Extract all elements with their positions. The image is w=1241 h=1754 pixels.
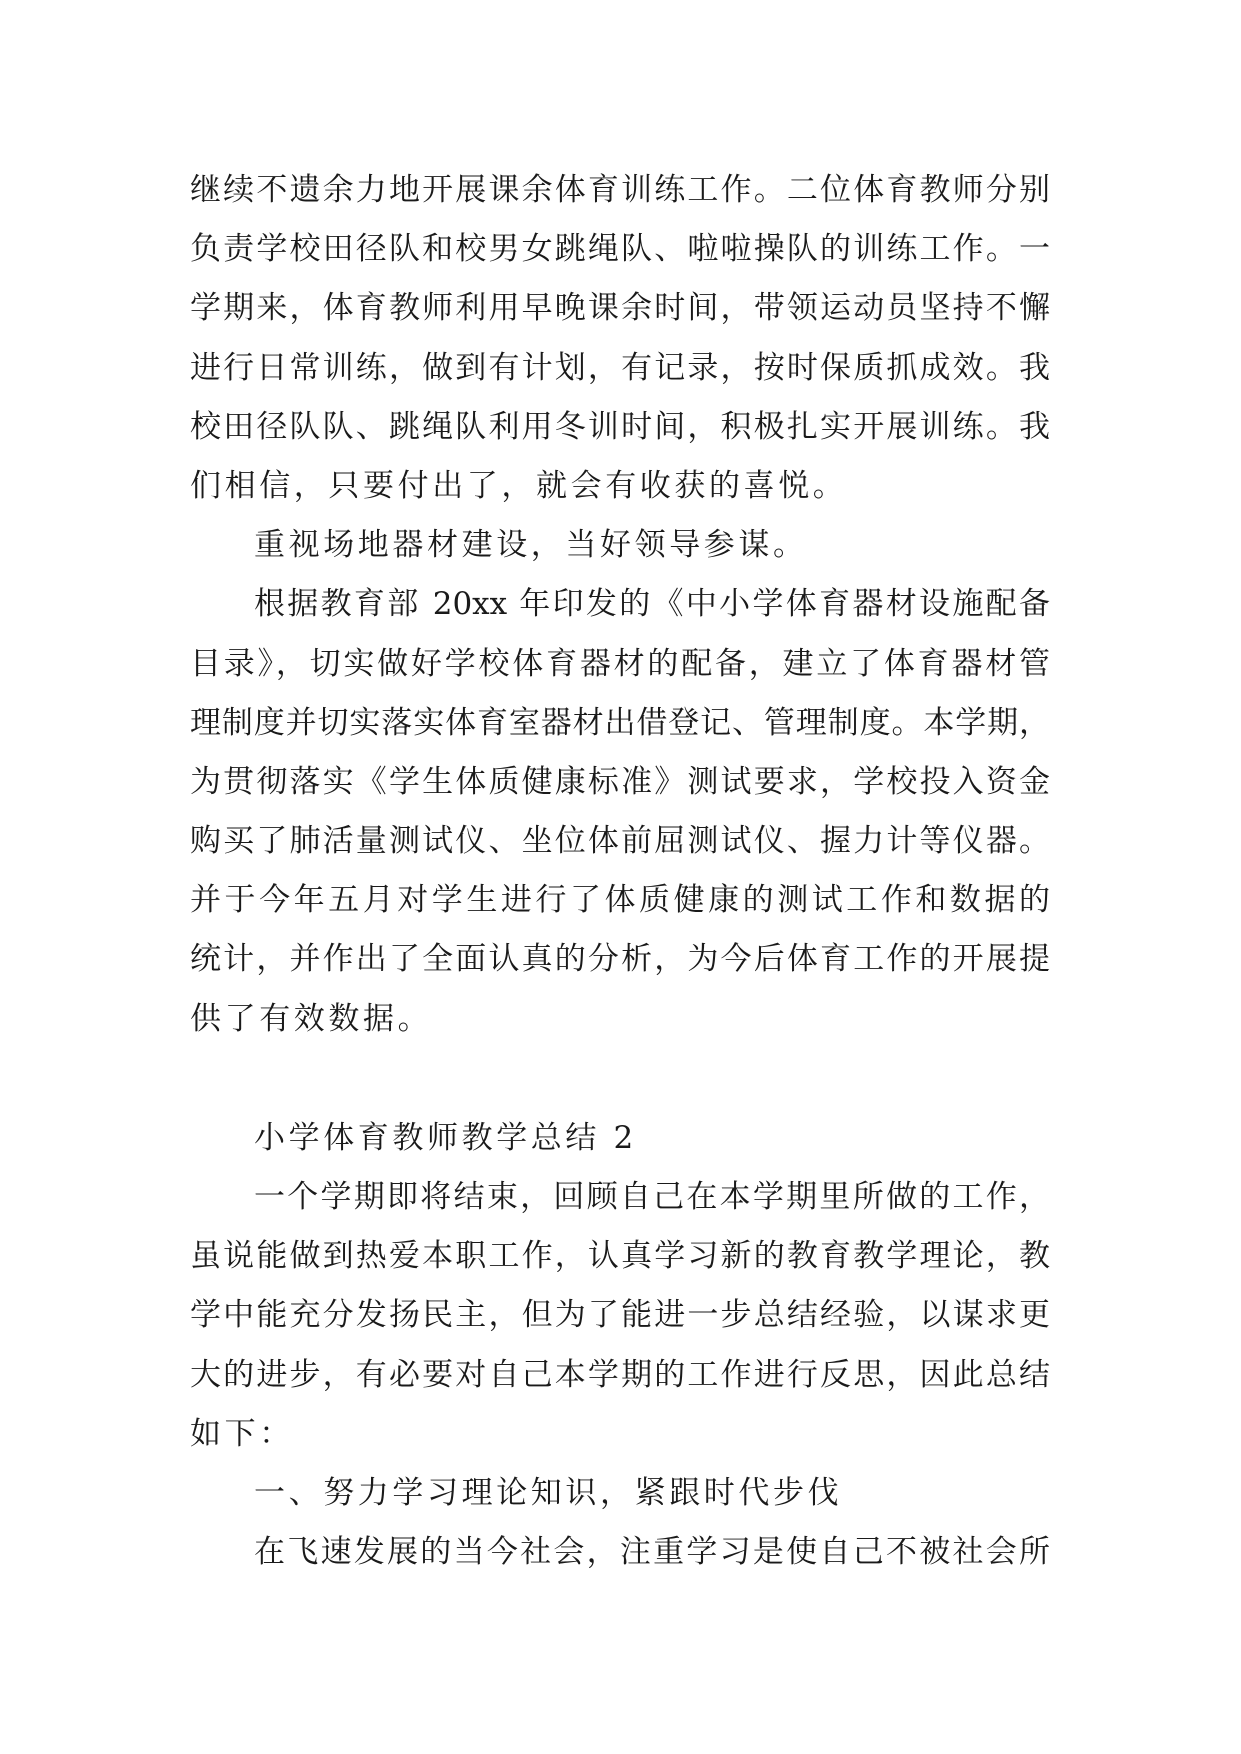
text-line: 们相信，只要付出了，就会有收获的喜悦。 [190,467,848,504]
text-line: 大的进步，有必要对自己本学期的工作进行反思，因此总结 [190,1356,1050,1393]
text-line: 在飞速发展的当今社会，注重学习是使自己不被社会所 [254,1534,1050,1571]
document-body [190,161,1050,1582]
paragraph-intro [190,1168,1050,1464]
text-line: 统计，并作出了全面认真的分析，为今后体育工作的开展提 [190,941,1050,978]
text-line: 如下： [190,1415,294,1452]
text-line: 进行日常训练，做到有计划，有记录，按时保质抓成效。我 [190,349,1050,386]
text-line: 购买了肺活量测试仪、坐位体前屈测试仪、握力计等仪器。 [190,823,1050,860]
text-line: 为贯彻落实《学生体质健康标准》测试要求，学校投入资金 [190,763,1050,800]
text-line: 一个学期即将结束，回顾自己在本学期里所做的工作， [254,1179,1050,1215]
text-line: 理制度并切实落实体育室器材出借登记、管理制度。本学期， [190,704,1050,741]
text-line: 供了有效数据。 [190,1000,433,1037]
text-line: 根据教育部 20xx 年印发的《中小学体育器材设施配备 [254,586,1050,623]
paragraph-study [190,1523,1050,1582]
subheading-theory: 一、努力学习理论知识，紧跟时代步伐 [254,1474,843,1511]
text-line: 学期来，体育教师利用早晚课余时间，带领运动员坚持不懈 [190,290,1050,327]
paragraph-equipment [190,575,1050,1049]
subheading-equipment: 重视场地器材建设，当好领导参谋。 [254,527,808,564]
text-line: 校田径队队、跳绳队利用冬训时间，积极扎实开展训练。我 [190,408,1050,445]
section-title: 小学体育教师教学总结 2 [254,1119,637,1156]
text-line: 目录》，切实做好学校体育器材的配备，建立了体育器材管 [190,645,1050,682]
text-line: 并于今年五月对学生进行了体质健康的测试工作和数据的 [190,882,1050,919]
text-line: 学中能充分发扬民主，但为了能进一步总结经验，以谋求更 [190,1297,1050,1334]
text-line: 虽说能做到热爱本职工作，认真学习新的教育教学理论，教 [190,1238,1050,1275]
section-spacer [190,1049,1050,1109]
text-line: 负责学校田径队和校男女跳绳队、啦啦操队的训练工作。一 [190,231,1050,268]
text-line: 继续不遗余力地开展课余体育训练工作。二位体育教师分别 [190,172,1050,208]
paragraph-training [190,161,1050,516]
